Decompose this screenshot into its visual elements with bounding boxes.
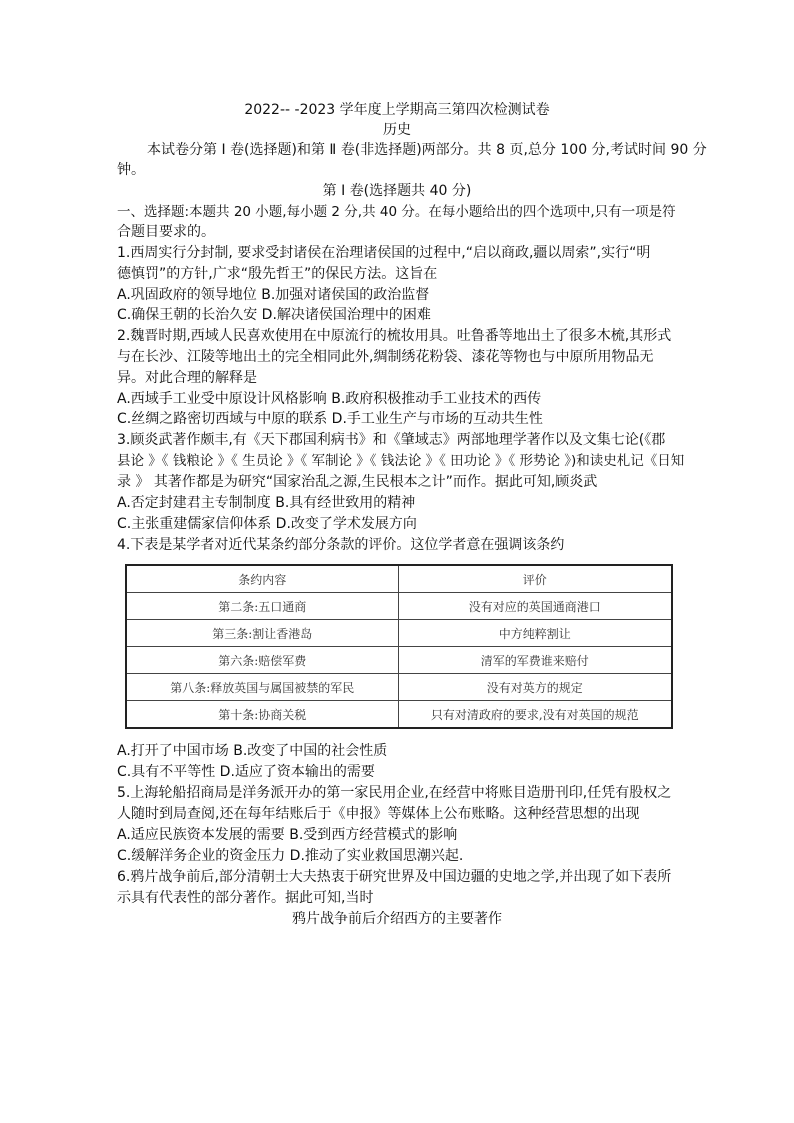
- q2-stem-2: 与在长沙、江陵等地出土的完全相同此外,绸制绣花粉袋、漆花等物也与中原所用物品无: [117, 349, 654, 365]
- q2-options-ab: A.西域手工业受中原设计风格影响 B.政府积极推动手工业技术的西传: [117, 391, 542, 407]
- intro-line-1: 本试卷分第 I 卷(选择题)和第 Ⅱ 卷(非选择题)两部分。共 8 页,总分 100 分,考试时间 90 分: [147, 142, 707, 158]
- q3-stem-3: 录 》 其著作都是为研究“国家治乱之源,生民根本之计”而作。据此可知,顾炎武: [117, 474, 598, 490]
- exam-title: 2022-- -2023 学年度上学期高三第四次检测试卷: [244, 102, 550, 118]
- table-row: [126, 593, 672, 620]
- treaty-table: [125, 564, 673, 729]
- q4-options-ab: A.打开了中国市场 B.改变了中国的社会性质: [117, 743, 388, 759]
- intro-line-2: 钟。: [117, 162, 145, 178]
- table-cell: 第六条:赔偿军费: [126, 647, 398, 674]
- q1-options-ab: A.巩固政府的领导地位 B.加强对诸侯国的政治监督: [117, 287, 430, 303]
- table-row: [126, 620, 672, 647]
- q6-table-title: 鸦片战争前后介绍西方的主要著作: [292, 911, 502, 927]
- table-row: [126, 647, 672, 674]
- q2-stem-1: 2.魏晋时期,西域人民喜欢使用在中原流行的梳妆用具。吐鲁番等地出土了很多木梳,其形式: [117, 328, 672, 344]
- table-cell: 没有对应的英国通商港口: [398, 593, 672, 620]
- section-title: 第 I 卷(选择题共 40 分): [322, 183, 472, 199]
- q3-options-ab: A.否定封建君主专制制度 B.具有经世致用的精神: [117, 495, 416, 511]
- q1-stem-2: 德慎罚”的方针,广求“殷先哲王”的保民方法。这旨在: [117, 266, 438, 282]
- q2-options-cd: C.丝绸之路密切西域与中原的联系 D.手工业生产与市场的互动共生性: [117, 411, 543, 427]
- q6-stem-1: 6.鸦片战争前后,部分清朝士大夫热衷于研究世界及中国边疆的史地之学,并出现了如下表所: [117, 869, 672, 885]
- table-cell: 清军的军费谁来赔付: [398, 647, 672, 674]
- q5-stem-1: 5.上海轮船招商局是洋务派开办的第一家民用企业,在经营中将账目造册刊印,任凭有股权之: [117, 785, 672, 801]
- q4-stem: 4.下表是某学者对近代某条约部分条款的评价。这位学者意在强调该条约: [117, 537, 565, 553]
- table-cell: 中方纯粹割让: [398, 620, 672, 647]
- q6-stem-2: 示具有代表性的部分著作。据此可知,当时: [117, 890, 374, 906]
- table-cell: 只有对清政府的要求,没有对英国的规范: [398, 701, 672, 729]
- q1-options-cd: C.确保王朝的长治久安 D.解决诸侯国治理中的困难: [117, 307, 431, 323]
- table-cell: 第十条:协商关税: [126, 701, 398, 729]
- q3-stem-1: 3.顾炎武著作颇丰,有《天下郡国利病书》和《肇域志》两部地理学著作以及文集七论(《郡: [117, 432, 666, 448]
- table-row: [126, 701, 672, 729]
- q2-stem-3: 异。对此合理的解释是: [117, 370, 257, 386]
- q4-options-cd: C.具有不平等性 D.适应了资本输出的需要: [117, 764, 375, 780]
- q5-options-ab: A.适应民族资本发展的需要 B.受到西方经营模式的影响: [117, 827, 458, 843]
- instruction-line-1: 一、选择题:本题共 20 小题,每小题 2 分,共 40 分。在每小题给出的四个选项中,只有一项是符: [117, 204, 676, 220]
- table-row: [126, 674, 672, 701]
- instruction-line-2: 合题目要求的。: [117, 224, 215, 240]
- subject-title: 历史: [383, 122, 411, 138]
- table-cell: 第八条:释放英国与属国被禁的军民: [126, 674, 398, 701]
- table-header-row: [126, 565, 672, 593]
- q5-options-cd: C.缓解洋务企业的资金压力 D.推动了实业救国思潮兴起.: [117, 848, 464, 864]
- table-cell: 第三条:割让香港岛: [126, 620, 398, 647]
- q3-options-cd: C.主张重建儒家信仰体系 D.改变了学术发展方向: [117, 516, 417, 532]
- table-header-content: 条约内容: [126, 565, 398, 593]
- table-cell: 第二条:五口通商: [126, 593, 398, 620]
- q5-stem-2: 人随时到局查阅,还在每年结账后于《申报》等媒体上公布账略。这种经营思想的出现: [117, 806, 640, 822]
- q3-stem-2: 县论 》《 钱粮论 》《 生员论 》《 军制论 》《 钱法论 》《 田功论 》《 形势论 》)和读史札记《日知: [117, 453, 685, 469]
- q1-stem-1: 1.西周实行分封制, 要求受封诸侯在治理诸侯国的过程中,“启以商政,疆以周索”,实行“明: [117, 245, 651, 261]
- table-cell: 没有对英方的规定: [398, 674, 672, 701]
- table-header-evaluation: 评价: [398, 565, 672, 593]
